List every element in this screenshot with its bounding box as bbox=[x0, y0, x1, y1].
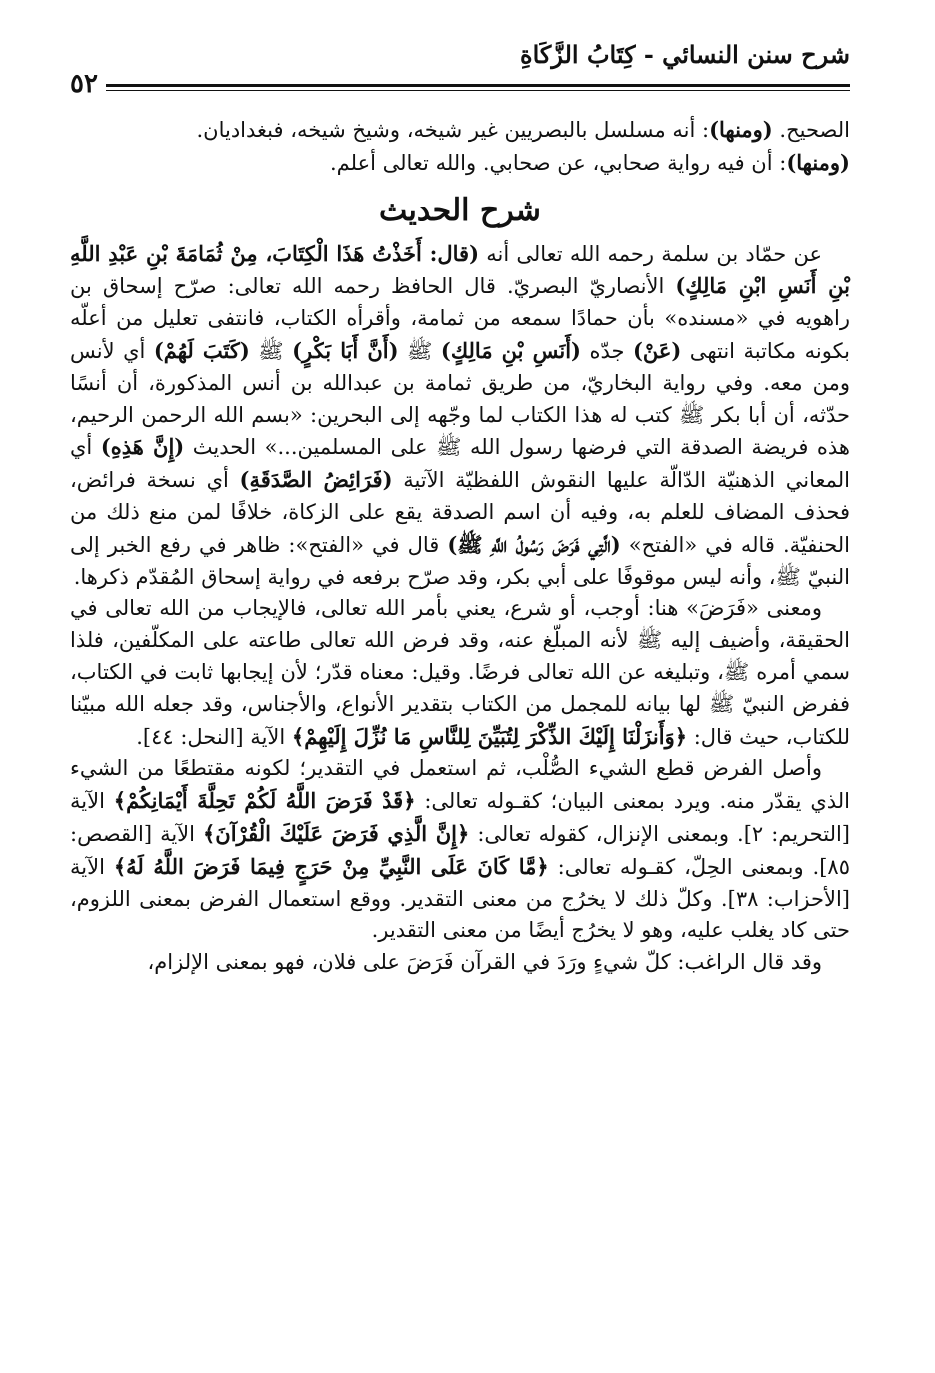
paragraph bbox=[70, 147, 850, 180]
text-run: ومعنى «فَرَضَ» هنا: أوجب، أو شرع، يعني بأمر الله تعالى، فالإيجاب من الله تعالى في الحقيقة، وأضيف إليه ﷺ لأنه المبلّغ عنه، وقد فرض الله تعالى طاعته على المكلّفين، فلذا سمي أمره ﷺ، وتبليغه عن الله تعالى فرضًا. وقيل: معناه قدّر؛ لأن إيجابها ثابت في الكتاب، ففرض النبيّ ﷺ لها بيانه للمجمل من الكتاب بتقدير الأنواع، والأجناس، وقد جعله الله مبيّنا للكتاب، حيث قال: bbox=[70, 596, 850, 749]
bold-text-run: (أَنَّ أَبَا بَكْرٍ) bbox=[292, 337, 399, 363]
bold-text-run: (ومنها) bbox=[709, 117, 773, 142]
page-header bbox=[70, 38, 850, 72]
text-run: الآية [التحريم: ٢]. وبمعنى الإنزال، كقوله تعالى: bbox=[70, 789, 850, 846]
text-run: الآية [الأحزاب: ٣٨]. وكلّ ذلك لا يخرُج من معنى التقدير. ووقع استعمال الفرض بمعنى اللزوم، حتى كاد يغلب عليه، وهو لا يخرُج أيضًا من معنى التقدير. bbox=[70, 854, 850, 943]
bold-text-run: (كَتَبَ لَهُمْ) bbox=[153, 337, 250, 363]
paragraph bbox=[70, 593, 850, 753]
paragraph bbox=[70, 753, 850, 947]
text-run: الأنصاريّ البصريّ. قال الحافظ رحمه الله تعالى: صرّح إسحاق بن راهويه في «مسنده» بأن حمادًا سمعه من ثمامة، وأقرأه الكتاب، فانتفى تعليل من أعلّه بكونه مكاتبة انتهى bbox=[70, 274, 851, 363]
text-run: ﷺ bbox=[249, 338, 293, 363]
bold-text-run: (عَنْ) bbox=[632, 337, 682, 363]
text-run: : أنه مسلسل بالبصريين غير شيخه، وشيخ شيخه، فبغداديان. bbox=[196, 118, 710, 142]
text-run: : أن فيه رواية صحابي، عن صحابي. والله تعالى أعلم. bbox=[329, 150, 787, 175]
bold-text-run: ﴿وَأَنزَلْنَا إِلَيْكَ الذِّكْرَ لِتُبَيِّنَ لِلنَّاسِ مَا نُزِّلَ إِلَيْهِمْ﴾ bbox=[291, 723, 688, 749]
paragraph bbox=[70, 947, 850, 979]
paragraph bbox=[70, 114, 850, 147]
bold-text-run: ﴿قَدْ فَرَضَ اللَّهُ لَكُمْ تَحِلَّةَ أَيْمَانِكُمْ﴾ bbox=[113, 788, 416, 814]
text-run: الصحيح. bbox=[772, 118, 850, 142]
text-run: أي لأنس ومن معه. وفي رواية البخاريّ، من طريق ثمامة بن عبدالله بن أنس المذكورة، أن أنسًا حدّثه، أن أبا بكر ﷺ كتب له هذا الكتاب لما وجّهه إلى البحرين: «بسم الله الرحمن الرحيم، هذه فريضة الصدقة التي فرضها رسول الله ﷺ على المسلمين...» الحديث bbox=[70, 338, 851, 460]
header-rule bbox=[70, 69, 850, 99]
body-text bbox=[70, 114, 850, 979]
bold-text-run: ﴿مَّا كَانَ عَلَى النَّبِيِّ مِنْ حَرَجٍ فِيمَا فَرَضَ اللَّهُ لَهُ﴾ bbox=[113, 853, 549, 879]
text-run: أي المعاني الذهنيّة الدّالّة عليها النقوش اللفظيّة الآتية bbox=[70, 435, 851, 493]
text-run: وقد قال الراغب: كلّ شيءٍ ورَدَ في القرآن فَرَضَ على فلان، فهو بمعنى الإلزام، bbox=[147, 950, 822, 975]
text-run: ﷺ bbox=[398, 338, 441, 363]
text-run: الآية [النحل: ٤٤]. bbox=[136, 724, 292, 749]
bold-text-run: ﴿إِنَّ الَّذِي فَرَضَ عَلَيْكَ الْقُرْآنَ﴾ bbox=[202, 820, 470, 846]
text-run: وأصل الفرض قطع الشيء الصُّلْب، ثم استعمل في التقدير؛ لكونه مقتطعًا من الشيء الذي يقدّر منه. ويرد بمعنى البيان؛ كقـوله تعالى: bbox=[70, 756, 851, 814]
text-run: جدّه bbox=[581, 338, 633, 363]
text-run: عن حمّاد بن سلمة رحمه الله تعالى أنه bbox=[479, 241, 822, 266]
paragraph bbox=[70, 238, 850, 594]
bold-text-run: (أَنَسِ بْنِ مَالِكٍ) bbox=[440, 337, 581, 363]
section-heading: شرح الحديث bbox=[379, 192, 541, 228]
bold-text-run: (الَّتِي فَرَضَ رَسُولُ اللَّهِ ﷺ) bbox=[447, 531, 621, 557]
page-number: ٥٢ bbox=[70, 70, 106, 98]
text-run: الآية [القصص: ٨٥]. وبمعنى الحِلّ، كقـوله تعالى: bbox=[70, 821, 850, 879]
bold-text-run: (قال: أَخَذْتُ هَذَا الْكِتَابَ، مِنْ ثُمَامَةَ بْنِ عَبْدِ اللَّهِ بْنِ أَنَسِ ابْنِ مَالِكٍ) bbox=[70, 240, 851, 299]
bold-text-run: (إِنَّ هَذِهِ) bbox=[100, 434, 185, 460]
header-rule-thick bbox=[70, 84, 850, 87]
text-run: أي نسخة فرائض، فحذف المضاف للعلم به، وفيه أن اسم الصدقة يقع على الزكاة، خلافًا لمن منع ذلك من الحنفيّة. قاله في «الفتح» bbox=[70, 468, 851, 557]
header-rule-thin bbox=[70, 90, 850, 91]
running-title: شرح سنن النسائي - كِتَابُ الزَّكَاةِ bbox=[520, 40, 850, 69]
text-run: قال في «الفتح»: ظاهر في رفع الخبر إلى النبيّ ﷺ، وأنه ليس موقوفًا على أبي بكر، وقد صرّح برفعه في رواية إسحاق المُقدّم ذكرها. bbox=[70, 532, 850, 589]
bold-text-run: (فَرَائِضُ الصَّدَقَةِ) bbox=[239, 467, 393, 493]
bold-text-run: (ومنها) bbox=[786, 149, 850, 175]
